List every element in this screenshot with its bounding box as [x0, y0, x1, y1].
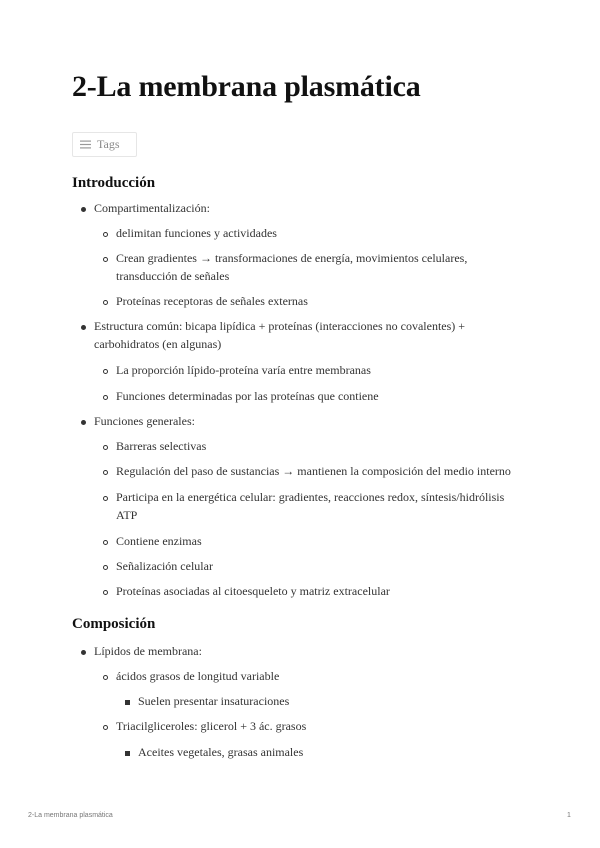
- bullet-disc: [81, 207, 86, 212]
- section-heading-introduccion: Introducción: [72, 175, 156, 191]
- bullet-circle: [103, 300, 108, 305]
- bullet-circle: [103, 565, 108, 570]
- page-title: 2-La membrana plasmática: [72, 70, 421, 103]
- bullet-square: [125, 751, 130, 756]
- list-item: Señalización celular: [116, 559, 213, 573]
- section-heading-composicion: Composición: [72, 616, 156, 632]
- list-item: delimitan funciones y actividades: [116, 226, 277, 240]
- list-icon: [80, 140, 91, 149]
- list-item: La proporción lípido-proteína varía entre membranas: [116, 363, 371, 377]
- bullet-circle: [103, 540, 108, 545]
- bullet-circle: [103, 369, 108, 374]
- list-item: Crean gradientes → transformaciones de energía, movimientos celulares, transducción de señales: [116, 251, 468, 283]
- list-item: Contiene enzimas: [116, 534, 202, 548]
- list-item: Barreras selectivas: [116, 439, 207, 453]
- bullet-circle: [103, 725, 108, 730]
- bullet-disc: [81, 325, 86, 330]
- list-item: Participa en la energética celular: gradientes, reacciones redox, síntesis/hidrólisis ATP: [116, 490, 505, 522]
- bullet-circle: [103, 445, 108, 450]
- list-item: Proteínas receptoras de señales externas: [116, 294, 308, 308]
- list-item: Aceites vegetales, grasas animales: [138, 745, 304, 759]
- list-item: Estructura común: bicapa lipídica + proteínas (interacciones no covalentes) + carbohidratos (en algunas): [94, 319, 466, 351]
- list-item: Regulación del paso de sustancias → mantienen la composición del medio interno: [116, 464, 511, 478]
- bullet-square: [125, 700, 130, 705]
- list-item: Proteínas asociadas al citoesqueleto y matriz extracelular: [116, 584, 390, 598]
- list-item: Triacilgliceroles: glicerol + 3 ác. grasos: [116, 719, 307, 733]
- list-item: ácidos grasos de longitud variable: [116, 669, 280, 683]
- bullet-disc: [81, 650, 86, 655]
- list-item: Funciones generales:: [94, 414, 195, 428]
- list-item: Funciones determinadas por las proteínas que contiene: [116, 389, 379, 403]
- tags-property[interactable]: [72, 132, 137, 157]
- bullet-disc: [81, 420, 86, 425]
- list-item: Compartimentalización:: [94, 201, 210, 215]
- bullet-circle: [103, 496, 108, 501]
- footer-page-number: 1: [567, 812, 571, 819]
- bullet-circle: [103, 395, 108, 400]
- tags-label: Tags: [97, 137, 120, 151]
- bullet-circle: [103, 232, 108, 237]
- bullet-circle: [103, 257, 108, 262]
- bullet-circle: [103, 470, 108, 475]
- bullet-circle: [103, 675, 108, 680]
- footer-title: 2-La membrana plasmática: [28, 812, 113, 819]
- list-item: Lípidos de membrana:: [94, 644, 202, 658]
- list-item: Suelen presentar insaturaciones: [138, 694, 290, 708]
- bullet-circle: [103, 590, 108, 595]
